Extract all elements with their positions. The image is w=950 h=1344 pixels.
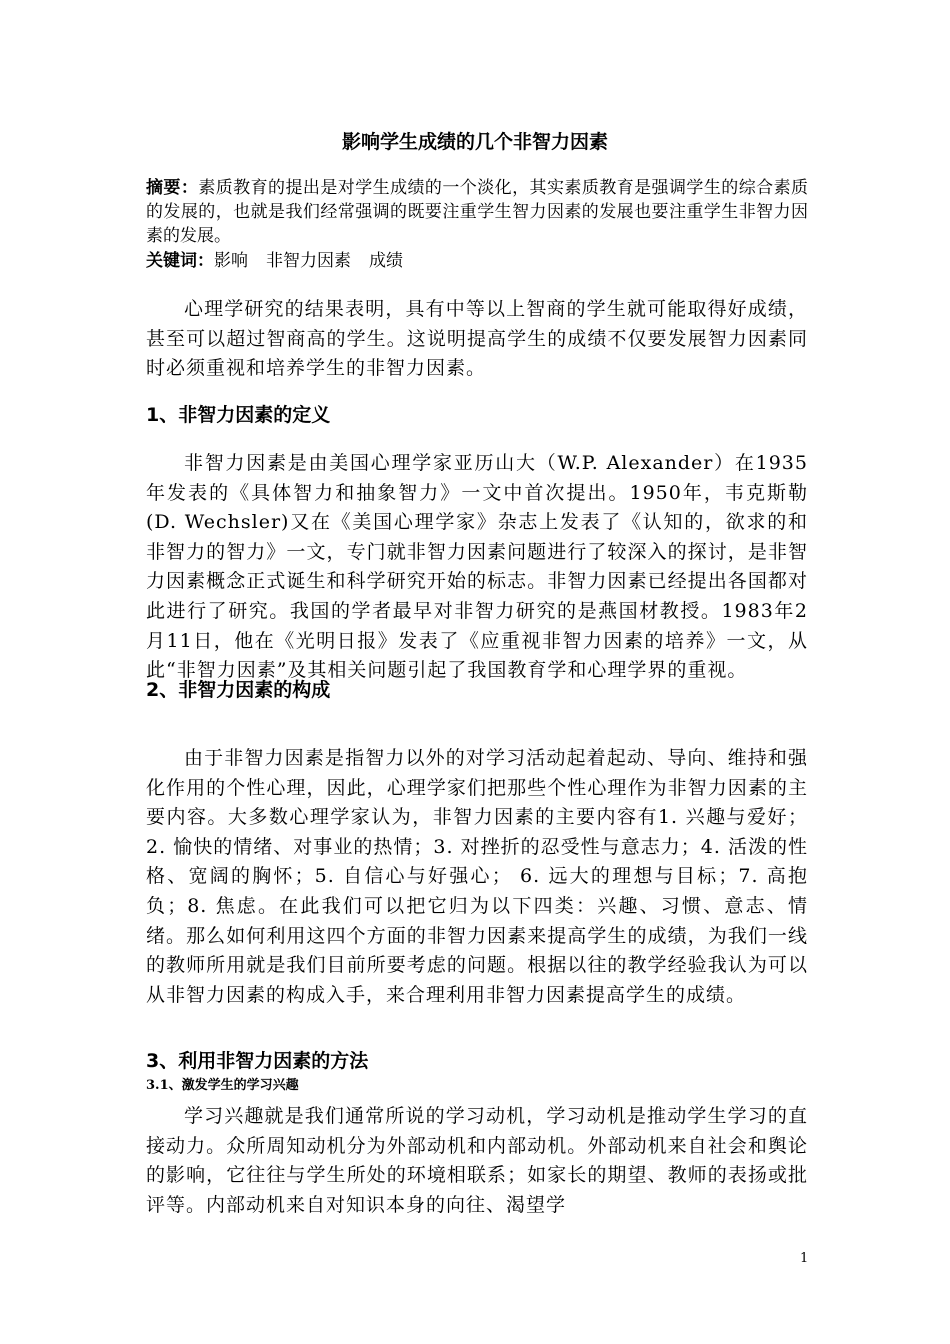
section-2-heading: 2、非智力因素的构成 (146, 679, 331, 701)
intro-paragraph: 心理学研究的结果表明，具有中等以上智商的学生就可能取得好成绩，甚至可以超过智商高的学生。这说明提高学生的成绩不仅要发展智力因素同时必须重视和培养学生的非智力因素。 (146, 298, 808, 380)
keyword-item: 非智力因素 (266, 251, 351, 271)
section-3-1-heading: 3.1、激发学生的学习兴趣 (146, 1078, 299, 1093)
section-2-paragraph: 由于非智力因素是指智力以外的对学习活动起着起动、导向、维持和强化作用的个性心理，因此，心理学家们把那些个性心理作为非智力因素的主要内容。大多数心理学家认为，非智力因素的主要内容有1. 兴趣与爱好； 2. 愉快的情绪、对事业的热情；3. 对挫折的忍受性与意志力；4. 活泼的性格、宽阔的胸怀；5. 自信心与好强心； 6. 远大的理想与目标；7. 高抱负；8. 焦虑。在此我们可以把它归为以下四类：兴趣、习惯、意志、情绪。那么如何利用这四个方面的非智力因素来提高学生的成绩，为我们一线的教师所用就是我们目前所要考虑的问题。根据以往的教学经验我认为可以从非智力因素的构成入手，来合理利用非智力因素提高学生的成绩。 (146, 747, 808, 1006)
keywords-label: 关键词： (146, 251, 214, 271)
section-3-heading: 3、利用非智力因素的方法 (146, 1050, 369, 1072)
keyword-item: 影响 (214, 251, 248, 271)
section-1-heading: 1、非智力因素的定义 (146, 404, 331, 426)
section-1-paragraph: 非智力因素是由美国心理学家亚历山大（W.P. Alexander）在1935年发表的《具体智力和抽象智力》一文中首次提出。1950年，韦克斯勒(D. Wechsler)又在《美国心理学家》杂志上发表了《认知的，欲求的和非智力的智力》一文，专门就非智力因素问题进行了较深入的探讨，是非智力因素概念正式诞生和科学研究开始的标志。非智力因素已经提出各国都对此进行了研究。我国的学者最早对非智力研究的是燕国材教授。1983年2月11日，他在《光明日报》发表了《应重视非智力因素的培养》一文，从此“非智力因素”及其相关问题引起了我国教育学和心理学界的重视。 (146, 452, 808, 682)
section-3-1-paragraph: 学习兴趣就是我们通常所说的学习动机，学习动机是推动学生学习的直接动力。众所周知动机分为外部动机和内部动机。外部动机来自社会和舆论的影响，它往往与学生所处的环境相联系；如家长的期望、教师的表扬或批评等。内部动机来自对知识本身的向往、渴望学 (146, 1105, 808, 1216)
abstract-text: 素质教育的提出是对学生成绩的一个淡化，其实素质教育是强调学生的综合素质的发展的，也就是我们经常强调的既要注重学生智力因素的发展也要注重学生非智力因素的发展。 (146, 178, 809, 246)
keyword-item: 成绩 (369, 251, 403, 271)
page-number: 1 (800, 1251, 809, 1266)
abstract (146, 176, 808, 248)
document-title: 影响学生成绩的几个非智力因素 (341, 131, 608, 153)
abstract-label: 摘要： (146, 178, 199, 198)
keywords (146, 249, 808, 273)
